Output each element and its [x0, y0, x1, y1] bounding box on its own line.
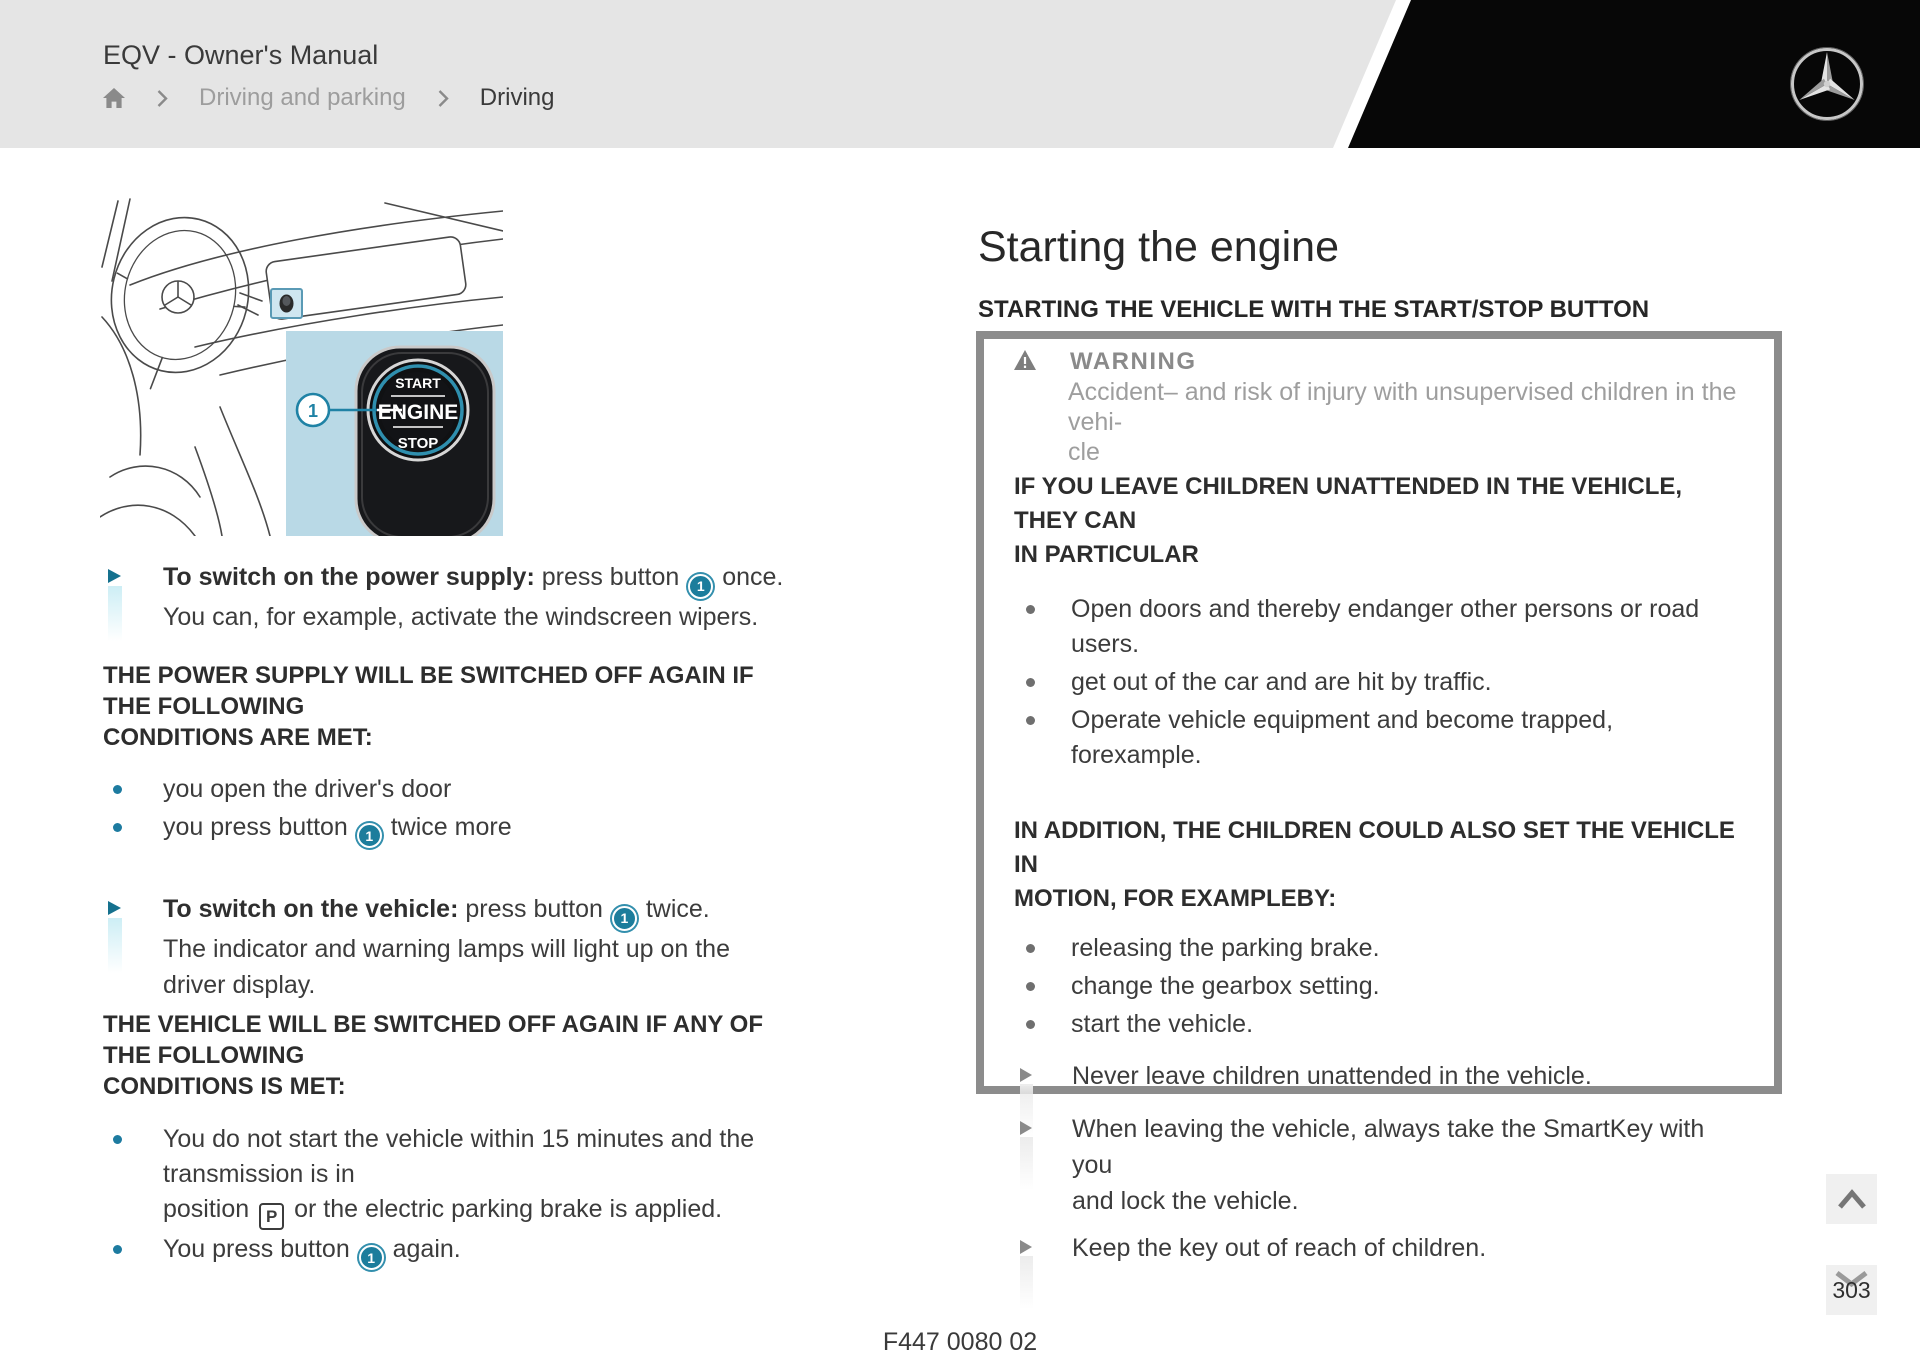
bullet-text: You do not start the vehicle within 15 minutes and the transmission is in: [163, 1124, 755, 1188]
warning-section: [1014, 470, 1744, 572]
bullet-item: [1012, 931, 1744, 966]
heading-line: CONDITIONS ARE MET:: [103, 723, 373, 751]
heading-line: CONDITIONS IS MET:: [103, 1072, 346, 1100]
action-item: [1012, 1058, 1744, 1094]
bullet-dot-icon: [1026, 982, 1035, 991]
action-arrow-icon: [108, 569, 121, 583]
action-fade-bar: [1020, 1137, 1033, 1195]
warning-sections: [1012, 470, 1744, 1266]
bullet-text: you open the driver's door: [163, 774, 452, 803]
action-subtext: The indicator and warning lamps will light up on the driver display.: [163, 934, 730, 999]
bullet-text: position P or the electric parking brake is applied.: [163, 1192, 785, 1230]
bullet-item: [85, 810, 785, 849]
bullet-text: start the vehicle.: [1071, 1010, 1254, 1038]
breadcrumb-chevron-icon: [156, 89, 168, 108]
bullet-text: Open doors and thereby endanger other persons or road users.: [1071, 595, 1700, 658]
circled-number-icon: 1: [688, 574, 713, 599]
warning-description-line: Accident– and risk of injury with unsupervised children in the vehi-: [1068, 378, 1737, 436]
button-label-start: START: [395, 375, 441, 391]
bullet-dot-icon: [113, 1245, 122, 1254]
warning-description-line: cle: [1068, 438, 1100, 466]
breadcrumb-link-driving-and-parking[interactable]: Driving and parking: [199, 84, 406, 111]
bullet-item: [1012, 665, 1744, 700]
action-subtext: You can, for example, activate the windscreen wipers.: [163, 602, 759, 631]
warning-header: [1013, 347, 1744, 377]
page-number: 303: [1832, 1277, 1871, 1303]
section-heading: [85, 660, 785, 753]
bullet-dot-icon: [113, 1135, 122, 1144]
action-arrow-icon: [1020, 1121, 1032, 1135]
bullet-dot-icon: [113, 823, 122, 832]
action-item: [85, 891, 785, 1003]
action-fade-bar: [108, 918, 122, 978]
bullet-item: [85, 1232, 785, 1271]
heading-line: IF YOU LEAVE CHILDREN UNATTENDED IN THE VEHICLE, THEY CAN: [1014, 473, 1683, 534]
heading-line: THE VEHICLE WILL BE SWITCHED OFF AGAIN IF ANY OF THE FOLLOWING: [103, 1010, 763, 1069]
action-text: Never leave children unattended in the vehicle.: [1072, 1062, 1592, 1090]
home-icon[interactable]: [103, 88, 125, 109]
bullet-text: You press button 1 again.: [163, 1232, 785, 1271]
bullet-item: [1012, 592, 1744, 662]
document-code: F447 0080 02: [882, 1328, 1038, 1356]
bullet-dot-icon: [1026, 1020, 1035, 1029]
start-stop-button-illustration: [100, 197, 503, 536]
chevron-up-icon: [1832, 1187, 1872, 1211]
bullet-item: [85, 1122, 785, 1230]
bullet-text: you press button 1 twice more: [163, 810, 785, 849]
warning-section: [1012, 1058, 1744, 1266]
inset-panel: [286, 331, 503, 536]
action-text: To switch on the power supply: press button 1 once.: [163, 559, 785, 599]
warning-description: [1068, 377, 1744, 467]
scroll-to-top-button[interactable]: [1826, 1174, 1877, 1224]
bold-text: To switch on the power supply:: [163, 563, 535, 591]
action-text: To switch on the vehicle: press button 1 twice.: [163, 891, 785, 931]
mercedes-star-icon: [1789, 46, 1865, 127]
action-arrow-icon: [1020, 1068, 1032, 1082]
bullet-item: [1012, 703, 1744, 773]
action-fade-bar: [1020, 1256, 1033, 1314]
page-title: Starting the engine: [978, 223, 1339, 271]
breadcrumb-current-driving: Driving: [479, 84, 555, 111]
header-black-banner: [0, 0, 1920, 148]
bullet-item: [1012, 1007, 1744, 1042]
action-text: and lock the vehicle.: [1072, 1187, 1299, 1215]
bullet-text: get out of the car and are hit by traffic.: [1071, 668, 1492, 696]
circled-number-icon: 1: [359, 1245, 384, 1270]
warning-section: [1012, 592, 1744, 773]
callout-number: 1: [307, 401, 319, 421]
bullet-dot-icon: [1026, 944, 1035, 953]
bullet-dot-icon: [1026, 605, 1035, 614]
bullet-item: [85, 772, 785, 807]
action-arrow-icon: [1020, 1240, 1032, 1254]
bold-text: To switch on the vehicle:: [163, 895, 459, 923]
bullet-text: Operate vehicle equipment and become trapped, forexample.: [1071, 706, 1614, 769]
bullet-dot-icon: [113, 785, 122, 794]
warning-section: [1012, 931, 1744, 1042]
left-column: [85, 559, 785, 1270]
button-label-engine: ENGINE: [377, 401, 459, 424]
bullet-dot-icon: [1026, 678, 1035, 687]
section-heading: STARTING THE VEHICLE WITH THE START/STOP BUTTON: [978, 296, 1650, 323]
page-header: [0, 0, 1920, 148]
button-location-marker: [271, 289, 302, 318]
circled-number-icon: 1: [357, 823, 382, 848]
gear-position-p-icon: P: [259, 1203, 284, 1230]
bullet-item: [1012, 969, 1744, 1004]
heading-line: MOTION, FOR EXAMPLEBY:: [1014, 885, 1337, 912]
button-label-stop: STOP: [397, 435, 439, 452]
heading-line: IN PARTICULAR: [1014, 541, 1199, 568]
bullet-text: change the gearbox setting.: [1071, 972, 1380, 1000]
action-text: When leaving the vehicle, always take the SmartKey with you: [1072, 1115, 1705, 1179]
manual-title: EQV - Owner's Manual: [103, 40, 379, 70]
heading-line: THE POWER SUPPLY WILL BE SWITCHED OFF AGAIN IF THE FOLLOWING: [103, 661, 754, 720]
action-text: Keep the key out of reach of children.: [1072, 1234, 1487, 1262]
page-number-button[interactable]: [1826, 1265, 1877, 1315]
warning-triangle-icon: [1013, 349, 1037, 376]
section-heading: [85, 1009, 785, 1102]
warning-section: [1014, 814, 1744, 916]
bullet-dot-icon: [1026, 716, 1035, 725]
bullet-text: releasing the parking brake.: [1071, 934, 1380, 962]
action-item: [85, 559, 785, 635]
warning-label: WARNING: [1070, 348, 1197, 375]
action-fade-bar: [108, 586, 122, 646]
breadcrumb-chevron-icon: [437, 89, 449, 108]
circled-number-icon: 1: [612, 906, 637, 931]
heading-line: IN ADDITION, THE CHILDREN COULD ALSO SET THE VEHICLE IN: [1014, 817, 1735, 878]
warning-box: [976, 331, 1782, 1262]
action-arrow-icon: [108, 901, 121, 915]
breadcrumb: [103, 84, 554, 112]
action-item: [1012, 1111, 1744, 1219]
action-item: [1012, 1230, 1744, 1266]
